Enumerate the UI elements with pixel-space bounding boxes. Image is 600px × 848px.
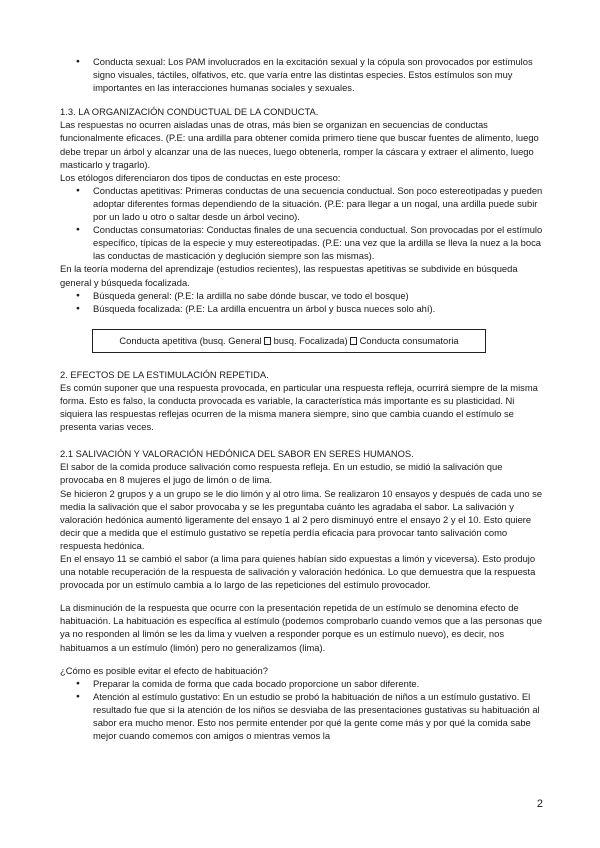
bullet-conductas-consumatorias: ● Conductas consumatorias: Conductas finales de una secuencia conductual. Son provocadas por el estímulo específico, típicas de la especie y muy estereotipadas. (P.E: una vez que la ardilla se lleva la nuez a la boca las conductas de masticación y deglución siempre son las mismas). (76, 223, 544, 262)
habituation-list (60, 677, 544, 742)
question: ¿Cómo es posible evitar el efecto de habituación? (60, 664, 268, 676)
sequence-part-2: busq. Focalizada) (273, 334, 348, 346)
bullet-preparar-comida: ● Preparar la comida de forma que cada bocado proporcione un sabor diferente. (76, 677, 544, 690)
paragraph: En el ensayo 11 se cambió el sabor (a lima para quienes habían sido expuestas a limón y viceversa). Esto produjo una notable recuperación de la respuesta de salivación y valoración hedónica. Lo que demuestra que la respuesta provocada por un estímulo cambia a lo largo de las repeticiones del estímulo provocador. (60, 553, 536, 591)
paragraph: Es común suponer que una respuesta provocada, en particular una respuesta refleja, ocurrirá siempre de la misma forma. Esto es falso, la conducta provocada es variable, la característica más importante es su plasticidad. Ni siquiera las respuestas reflejas ocurren de la misma manera siempre, sino que cambia cuando el estímulo se presenta varias veces. (60, 381, 538, 433)
paragraph: Los etólogos diferenciaron dos tipos de conductas en este proceso: (60, 171, 341, 183)
arrow-icon (264, 337, 271, 345)
search-types-list (60, 289, 544, 315)
spacer (60, 591, 544, 601)
sequence-part-3: Conducta consumatoria (359, 334, 459, 346)
arrow-icon (350, 337, 357, 345)
page-content (60, 55, 544, 742)
conduct-types-list (60, 184, 544, 263)
sequence-box (92, 329, 486, 353)
paragraph: En la teoría moderna del aprendizaje (estudios recientes), las respuestas apetitivas se subdivide en búsqueda general y búsqueda focalizada. (60, 263, 518, 288)
paragraph: Las respuestas no ocurren aisladas unas de otras, más bien se organizan en secuencias de conductas funcionalmente eficaces. (P.E: una ardilla para obtener comida primero tiene que buscar fuentes de alimento, luego debe trepar un árbol y alcanzar una de las nueces, luego obtenerla, romper la cáscara y extraer el alimento, luego masticarlo y tragarlo). (60, 119, 539, 170)
sequence-part-1: Conducta apetitiva (busq. General (119, 334, 262, 346)
spacer (60, 654, 544, 664)
paragraph: Se hicieron 2 grupos y a un grupo se le dio limón y al otro lima. Se realizaron 10 ensayos y después de cada uno se media la salivación que el sabor provocaba y se les preguntaba cuánto les agradaba el sabor. La salivación y valoración hedónica aumentó ligeramente del ensayo 1 al 2 pero disminuyó entre el ensayo 2 y el 10. Esto quiere decir que a medida que el estímulo gustativo se repetía perdía eficacia para provocar tanto salivación como respuesta hedónica. (60, 487, 543, 551)
bullet-atencion-estimulo: ● Atención al estímulo gustativo: En un estudio se probó la habituación de niños a un estímulo gustativo. El resultado fue que si la atención de los niños se desviaba de las presentaciones gustativas su habituación al sabor era mucho menor. Esto nos permite entender por qué la gente come más y por qué la comida sabe mejor cuando comemos con amigos o mientras vemos la (76, 690, 544, 742)
intro-bullet-list (60, 55, 544, 94)
heading-2: 2. EFECTOS DE LA ESTIMULACIÓN REPETIDA. (60, 368, 269, 380)
paragraph: El sabor de la comida produce salivación como respuesta refleja. En un estudio, se midió la salivación que provocaba en 8 mujeres el jugo de limón o de lima. (60, 461, 503, 486)
page-number: 2 (536, 798, 543, 810)
heading-2-1: 2.1 SALIVACIÓN Y VALORACIÓN HEDÓNICA DEL SABOR EN SERES HUMANOS. (60, 448, 414, 460)
bullet-busqueda-focalizada: ● Búsqueda focalizada: (P.E: La ardilla encuentra un árbol y busca nueces solo ahí). (76, 302, 544, 315)
heading-1-3: 1.3. LA ORGANIZACIÓN CONDUCTUAL DE LA CONDUCTA. (60, 106, 319, 118)
bullet-busqueda-general: ● Búsqueda general: (P.E: la ardilla no sabe dónde buscar, ve todo el bosque) (76, 289, 544, 302)
paragraph: La disminución de la respuesta que ocurre con la presentación repetida de un estímulo se denomina efecto de habituación. La habituación es específica al estímulo (podemos comprobarlo cuando vemos que a las personas que ya no responden al limón se les da lima y vuelven a responder porque es un estímulo nuevo), es decir, nos habituamos a un estímulo (limón) pero no generalizamos (lima). (60, 602, 543, 653)
bullet-conducta-sexual: ● Conducta sexual: Los PAM involucrados en la excitación sexual y la cópula son provocados por estímulos signo visuales, táctiles, olfativos, etc. que varía entre las distintas especies. Estos estímulos son muy importantes en las interacciones humanas sociales y sexuales. (76, 55, 544, 94)
bullet-conductas-apetitivas: ● Conductas apetitivas: Primeras conductas de una secuencia conductual. Son poco estereotipadas y pueden adoptar diferentes formas dependiendo de la situación. (P.E: para llegar a un nogal, una ardilla puede subir por un lado u otro o saltar desde un árbol vecino). (76, 184, 544, 223)
